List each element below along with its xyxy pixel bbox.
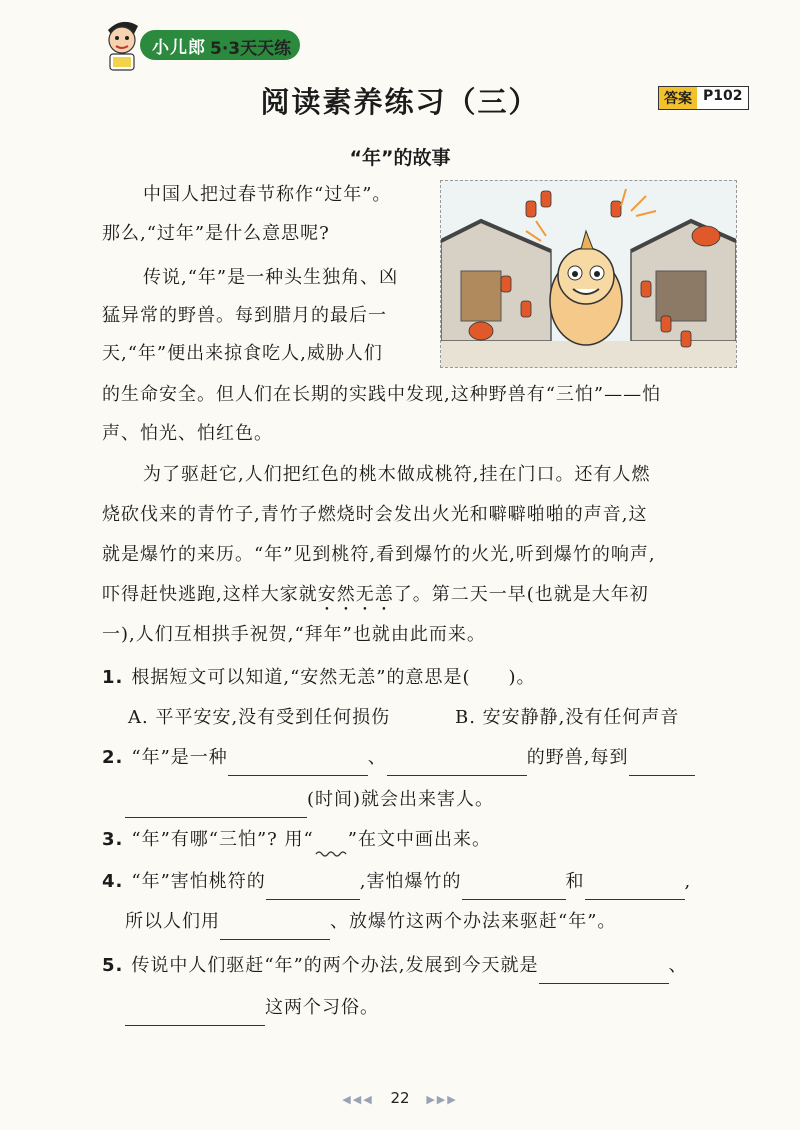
brand-logo-text: 小儿郎 <box>152 37 206 58</box>
paragraph-line: 就是爆竹的来历。“年”见到桃符,看到爆竹的火光,听到爆竹的响声, <box>102 544 656 565</box>
dotted-line-before: 吓得赶快逃跑,这样大家就 <box>102 584 318 605</box>
question-1-option-a[interactable]: A. 平平安安,没有受到任何损伤 <box>128 707 391 728</box>
question-3-text-1: “年”有哪“三怕”? 用“ <box>131 829 314 850</box>
question-2 <box>102 740 695 776</box>
answer-blank[interactable] <box>125 793 307 818</box>
question-4-text-6: 、放爆竹这两个办法来驱赶“年”。 <box>330 911 617 932</box>
answer-blank[interactable] <box>539 959 669 984</box>
question-2-text-1: “年”是一种 <box>131 747 228 768</box>
question-4-text-5: 所以人们用 <box>125 911 220 932</box>
paragraph-line-dotted <box>102 577 649 615</box>
answer-badge <box>658 86 749 110</box>
answer-blank[interactable] <box>629 751 695 776</box>
question-number: 5. <box>102 955 124 976</box>
question-3-text-2: ”在文中画出来。 <box>347 829 491 850</box>
nian-beast-illustration <box>440 180 737 368</box>
question-1-option-b[interactable]: B. 安安静静,没有任何声音 <box>455 707 680 728</box>
paragraph-line: 猛异常的野兽。每到腊月的最后一 <box>102 305 387 326</box>
question-number: 4. <box>102 871 124 892</box>
nian-beast-drawing <box>441 181 736 367</box>
question-1 <box>102 660 536 696</box>
paragraph-line: 烧砍伐来的青竹子,青竹子燃烧时会发出火光和噼噼啪啪的声音,这 <box>102 504 648 525</box>
page-footer <box>0 1089 800 1107</box>
question-1-text: 根据短文可以知道,“安然无恙”的意思是( )。 <box>131 667 536 688</box>
paragraph-line: 的生命安全。但人们在长期的实践中发现,这种野兽有“三怕”——怕 <box>102 384 662 405</box>
question-number: 2. <box>102 747 124 768</box>
answer-blank[interactable] <box>125 1001 265 1026</box>
question-2-text-4: (时间)就会出来害人。 <box>307 789 495 810</box>
emphasis-anran-wuyang: 安然无恙 <box>317 584 394 605</box>
answer-page: P102 <box>697 87 748 109</box>
answer-blank[interactable] <box>462 875 566 900</box>
question-2-continued <box>125 782 494 818</box>
question-3 <box>102 822 491 858</box>
question-4-continued <box>125 904 616 940</box>
brand-tagline: 5·3天天练 <box>210 39 292 59</box>
question-4-text-2: ,害怕爆竹的 <box>359 871 462 892</box>
answer-blank[interactable] <box>266 875 360 900</box>
question-4-text-1: “年”害怕桃符的 <box>131 871 266 892</box>
answer-blank[interactable] <box>228 751 368 776</box>
mascot-icon <box>100 16 144 74</box>
answer-label: 答案 <box>659 87 697 109</box>
answer-blank[interactable] <box>387 751 527 776</box>
question-number: 1. <box>102 667 124 688</box>
left-arrows-icon: ◀◀◀ <box>342 1093 374 1106</box>
paragraph-line: 一),人们互相拱手祝贺,“拜年”也就由此而来。 <box>102 624 486 645</box>
question-4-text-3: 和 <box>565 871 585 892</box>
question-5-continued <box>125 990 379 1026</box>
paragraph-line: 天,“年”便出来掠食吃人,威胁人们 <box>102 343 383 364</box>
answer-blank[interactable] <box>220 915 330 940</box>
question-5 <box>102 948 688 984</box>
question-2-text-2: 、 <box>367 747 387 768</box>
wavy-line-icon <box>314 834 348 858</box>
question-4 <box>102 864 691 900</box>
page-title: 阅读素养练习（三） <box>260 85 540 119</box>
question-5-text-3: 这两个习俗。 <box>265 997 379 1018</box>
story-title: “年”的故事 <box>349 147 451 169</box>
paragraph-line: 中国人把过春节称作“过年”。 <box>143 184 392 205</box>
question-number: 3. <box>102 829 124 850</box>
paragraph-line: 传说,“年”是一种头生独角、凶 <box>143 267 399 288</box>
question-2-text-3: 的野兽,每到 <box>526 747 629 768</box>
dotted-line-after: 了。第二天一早(也就是大年初 <box>393 584 649 605</box>
question-5-text-2: 、 <box>668 955 688 976</box>
paragraph-line: 声、怕光、怕红色。 <box>102 423 273 444</box>
page-number: 22 <box>390 1089 410 1107</box>
paragraph-line: 为了驱赶它,人们把红色的桃木做成桃符,挂在门口。还有人燃 <box>143 464 651 485</box>
question-4-text-4: , <box>684 871 692 892</box>
question-5-text-1: 传说中人们驱赶“年”的两个办法,发展到今天就是 <box>131 955 539 976</box>
paragraph-line: 那么,“过年”是什么意思呢? <box>102 223 330 244</box>
answer-blank[interactable] <box>585 875 685 900</box>
right-arrows-icon: ▶▶▶ <box>426 1093 458 1106</box>
